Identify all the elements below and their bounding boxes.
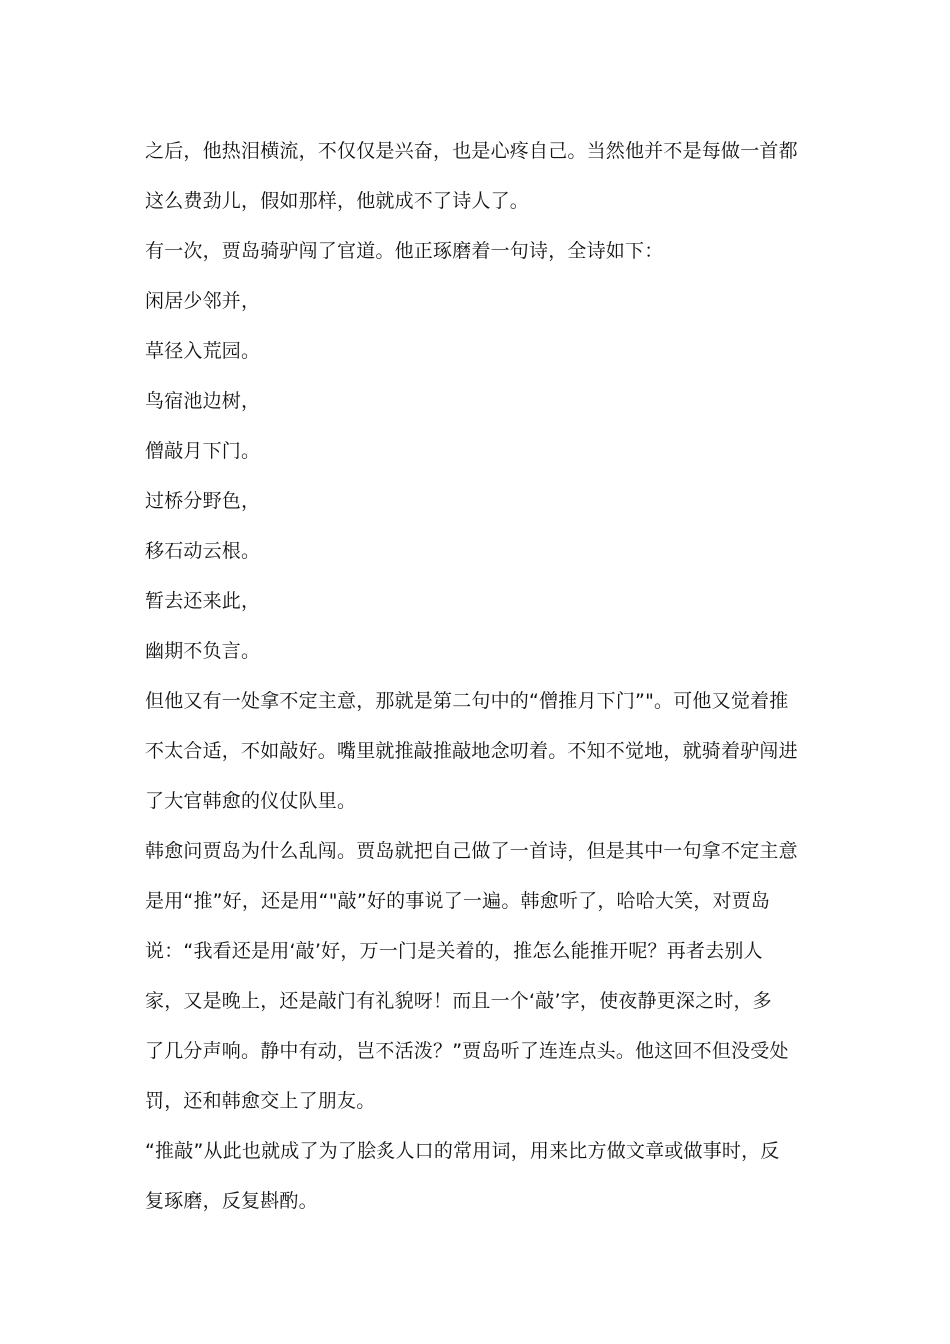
- poem-line: 暂去还来此，: [145, 590, 261, 612]
- poem-line: 幽期不负言。: [145, 640, 261, 662]
- text-line: “推敲”从此也就成了为了脍炙人口的常用词，用来比方做文章或做事时，反: [145, 1140, 780, 1162]
- document-body: [145, 133, 825, 1233]
- text-line: 不太合适，不如敲好。嘴里就推敲推敲地念叨着。不知不觉地，就骑着驴闯进: [145, 740, 798, 762]
- text-line: 韩愈问贾岛为什么乱闯。贾岛就把自己做了一首诗，但是其中一句拿不定主意: [145, 840, 798, 862]
- text-line: 是用“推”好，还是用“"敲”好的事说了一遍。韩愈听了，哈哈大笑，对贾岛: [145, 890, 771, 912]
- text-line: 复琢磨，反复斟酌。: [145, 1190, 318, 1212]
- text-line: 了大官韩愈的仪仗队里。: [145, 790, 357, 812]
- poem-line: 草径入荒园。: [145, 340, 261, 362]
- poem-line: 过桥分野色，: [145, 490, 261, 512]
- text-line: 罚，还和韩愈交上了朋友。: [145, 1090, 376, 1112]
- text-line: 了几分声响。静中有动，岂不活泼？”贾岛听了连连点头。他这回不但没受处: [145, 1040, 789, 1062]
- text-line: 之后，他热泪横流，不仅仅是兴奋，也是心疼自己。当然他并不是每做一首都: [145, 140, 798, 162]
- text-line: 这么费劲儿，假如那样，他就成不了诗人了。: [145, 190, 530, 212]
- poem-line: 闲居少邻并，: [145, 290, 261, 312]
- text-line: 但他又有一处拿不定主意，那就是第二句中的“僧推月下门”"。可他又觉着推: [145, 690, 789, 712]
- poem-line: 移石动云根。: [145, 540, 261, 562]
- text-line: 家，又是晚上，还是敲门有礼貌呀！而且一个‘敲’字，使夜静更深之时，多: [145, 990, 772, 1012]
- poem-line: 僧敲月下门。: [145, 440, 261, 462]
- poem-line: 鸟宿池边树，: [145, 390, 261, 412]
- text-line: 说：“我看还是用‘敲’好，万一门是关着的，推怎么能推开呢？再者去别人: [145, 940, 763, 962]
- text-line: 有一次，贾岛骑驴闯了官道。他正琢磨着一句诗，全诗如下：: [145, 240, 664, 262]
